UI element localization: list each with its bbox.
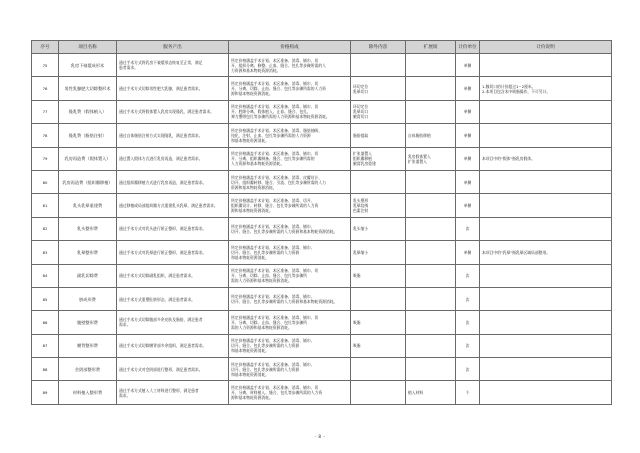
cell-pricing-unit: 次	[456, 287, 480, 310]
cell-service-output-line: 通过手术方式植入人工材料进行整形，满足患者	[119, 387, 199, 393]
cell-item-name: 隆乳费（脂肪注射）	[59, 124, 117, 147]
cell-pricing-note	[480, 287, 612, 310]
cell-service-output	[117, 381, 229, 404]
cell-price-composition-line: 切开、缝合、包扎等步骤所需的人力资源	[231, 343, 300, 349]
cell-exclusions	[351, 358, 406, 381]
cell-number: 80	[32, 170, 59, 193]
cell-number: 85	[32, 287, 59, 310]
cell-pricing-unit: 次	[456, 334, 480, 357]
table-row	[32, 77, 612, 100]
table-row	[32, 100, 612, 123]
cell-pricing-note	[480, 194, 612, 217]
cell-pricing-note	[480, 77, 612, 100]
cell-pricing-note	[480, 54, 612, 77]
cell-pricing-note	[480, 264, 612, 287]
cell-price-composition-line: 组织瓣设计、转移、缝合、包扎等步骤所需的人力资	[231, 203, 319, 209]
cell-pricing-unit: 次	[456, 217, 480, 240]
cell-exclusions	[351, 264, 406, 287]
cell-number: 83	[32, 241, 59, 264]
cell-number: 77	[32, 100, 59, 123]
header-pricing-note: 计价说明	[480, 41, 612, 54]
cell-price-composition-line: 切开、缝合、包扎等步骤所需的人力资源	[231, 366, 300, 372]
cell-price-composition-line: 需的人力资源和基本物耗资源消耗。	[231, 278, 292, 284]
cell-price-composition-line: 所定价格涵盖手术计划、术区准备、消毒、铺巾、切	[231, 314, 319, 320]
cell-price-composition	[229, 124, 351, 147]
cell-pricing-note	[480, 358, 612, 381]
cell-item-name: 乳房再造费（假体置入）	[59, 147, 117, 170]
cell-price-composition	[229, 217, 351, 240]
cell-service-output-line: 通过手术方式切除男性肥大乳腺，满足患者需求。	[119, 86, 203, 92]
cell-extension	[406, 241, 456, 264]
cell-number: 82	[32, 217, 59, 240]
cell-service-output	[117, 311, 229, 334]
header-number: 序号	[32, 41, 59, 54]
cell-pricing-unit: 单侧	[456, 54, 480, 77]
cell-price-composition	[229, 334, 351, 357]
cell-price-composition-line: 资源和基本物耗资源消耗。	[231, 184, 277, 190]
cell-item-name: 脐成形费	[59, 287, 117, 310]
cell-pricing-unit: 个	[456, 381, 480, 404]
cell-extension-line: 扩张器置入	[408, 158, 427, 164]
cell-price-composition-line: 开、腔隙分离、假体植入、止血、缝合、包扎、	[231, 109, 311, 115]
cell-price-composition-line: 所定价格涵盖手术计划、术区准备、消毒、铺巾、	[231, 338, 315, 344]
cell-exclusions-line: 色素注射	[353, 208, 369, 214]
cell-price-composition-line: 源和基本物耗资源消耗。	[231, 91, 273, 97]
cell-exclusions	[351, 381, 406, 404]
cell-price-composition-line: 开、分离、切除、止血、缝合、包扎等步骤所	[231, 319, 307, 325]
cell-pricing-note	[480, 217, 612, 240]
cell-price-composition	[229, 287, 351, 310]
cell-price-composition-line: 所定价格涵盖手术计划、术区准备、消毒、铺巾、	[231, 244, 315, 250]
cell-service-output	[117, 217, 229, 240]
cell-exclusions-line: 乳晕纹绣	[353, 203, 369, 209]
cell-price-composition-line: 所定价格涵盖手术计划、术区准备、消毒、铺巾、切	[231, 268, 319, 274]
cell-price-composition-line: 和基本物耗资源消耗。	[231, 348, 269, 354]
cell-item-name: 腰背整形费	[59, 334, 117, 357]
cell-price-composition	[229, 170, 351, 193]
table-row	[32, 170, 612, 193]
cell-service-output	[117, 77, 229, 100]
cell-service-output	[117, 334, 229, 357]
cell-number: 78	[32, 124, 59, 147]
cell-extension	[406, 334, 456, 357]
table-row	[32, 54, 612, 77]
cell-service-output	[117, 194, 229, 217]
cell-extension	[406, 194, 456, 217]
table-row	[32, 334, 612, 357]
cell-exclusions-line: 吸脂	[353, 319, 361, 325]
cell-exclusions	[351, 217, 406, 240]
cell-item-name: 乳晕整形费	[59, 241, 117, 264]
cell-price-composition-line: 切开、缝合、包扎等步骤所需的人力资源	[231, 249, 300, 255]
cell-service-output	[117, 264, 229, 287]
cell-pricing-note	[480, 334, 612, 357]
cell-item-name: 男性乳腺肥大切除整形术	[59, 77, 117, 100]
cell-pricing-note-line: 本项目中的"假体"指乳房假体。	[482, 156, 535, 162]
cell-price-composition-line: 开、分离、组织瓣制备、缝合、包扎等步骤所需的	[231, 156, 315, 162]
cell-extension	[406, 54, 456, 77]
cell-exclusions-line: 吸脂	[353, 273, 361, 279]
cell-service-output-line: 患者需求。	[119, 65, 138, 71]
cell-exclusions	[351, 54, 406, 77]
cell-price-composition	[229, 194, 351, 217]
table-row	[32, 241, 612, 264]
cell-exclusions	[351, 334, 406, 357]
cell-price-composition-line: 所定价格涵盖手术计划、术区准备、消毒、铺巾、切	[231, 104, 319, 110]
cell-exclusions	[351, 287, 406, 310]
cell-pricing-note	[480, 147, 612, 170]
cell-price-composition-line: 源和基本物耗资源消耗。	[231, 395, 273, 401]
cell-number: 89	[32, 381, 59, 404]
cell-service-output	[117, 100, 229, 123]
cell-number: 84	[32, 264, 59, 287]
table-row	[32, 358, 612, 381]
cell-extension	[406, 264, 456, 287]
cell-extension	[406, 287, 456, 310]
cell-price-composition-line: 切开、组织瓣转移、缝合、引流、包扎等步骤所需的人力	[231, 179, 326, 185]
cell-pricing-note	[480, 311, 612, 334]
cell-price-composition-line: 和基本物耗资源消耗。	[231, 371, 269, 377]
cell-price-composition	[229, 381, 351, 404]
header-item-name: 项目名称	[59, 41, 117, 54]
cell-exclusions-line: 腋窝乳房重建	[353, 161, 376, 167]
cell-exclusions	[351, 170, 406, 193]
cell-exclusions	[351, 124, 406, 147]
cell-price-composition	[229, 147, 351, 170]
cell-price-composition-line: 切开、缝合、包扎等步骤所需的人力资源和基本物耗资源消耗。	[231, 228, 338, 234]
cell-pricing-unit: 次	[456, 264, 480, 287]
cell-number: 81	[32, 194, 59, 217]
cell-exclusions	[351, 194, 406, 217]
cell-service-output-line: 通过手术方式切除腹部多余皮肤及脂肪，满足患者	[119, 317, 203, 323]
header-extension: 扩展项	[406, 41, 456, 54]
cell-pricing-note	[480, 100, 612, 123]
cell-extension	[406, 124, 456, 147]
cell-pricing-unit: 单侧	[456, 241, 480, 264]
cell-exclusions-line: 扩张器置入	[353, 151, 372, 157]
table-row	[32, 124, 612, 147]
cell-item-name: 隆乳费（假体植入）	[59, 100, 117, 123]
cell-exclusions-line: 腋窝切口	[353, 114, 369, 120]
cell-pricing-note-line: 本项目中的"乳晕"指乳晕区域局部整形。	[482, 249, 551, 255]
cell-price-composition-line: 力资源和基本物耗资源消耗。	[231, 67, 281, 73]
cell-service-output-line: 需求。	[119, 392, 131, 398]
cell-price-composition-line: 所定价格涵盖手术计划、术区准备、消毒、皮瓣设计、	[231, 174, 323, 180]
cell-exclusions	[351, 77, 406, 100]
cell-pricing-unit: 单侧	[456, 100, 480, 123]
cell-pricing-unit: 次	[456, 358, 480, 381]
cell-number: 76	[32, 77, 59, 100]
cell-price-composition-line: 人力资源和基本物耗资源消耗。	[231, 161, 285, 167]
cell-item-name: 乳房下皱襞成形术	[59, 54, 117, 77]
page-number: - 8 -	[314, 434, 326, 439]
table-row	[32, 264, 612, 287]
cell-number: 88	[32, 358, 59, 381]
cell-item-name: 副乳切除费	[59, 264, 117, 287]
cell-service-output-line: 通过手术方式切除副乳组织，满足患者需求。	[119, 273, 195, 279]
cell-price-composition-line: 所定价格涵盖手术计划、术区准备、消毒、铺巾、	[231, 294, 315, 300]
cell-exclusions-line: 环切定位	[353, 83, 369, 89]
cell-extension	[406, 358, 456, 381]
cell-price-composition-line: 切开、缝合、包扎等步骤所需的人力资源和基本物耗资源消耗。	[231, 299, 338, 305]
cell-exclusions-line: 环切定位	[353, 104, 369, 110]
cell-service-output	[117, 170, 229, 193]
table-row	[32, 381, 612, 404]
cell-price-composition-line: 所定价格涵盖手术计划、术区准备、消毒、切开、	[231, 198, 315, 204]
cell-pricing-unit: 单侧	[456, 194, 480, 217]
table-row	[32, 217, 612, 240]
cell-price-composition-line: 开、分离、切除、止血、缝合、包扎等步骤所	[231, 273, 307, 279]
cell-price-composition-line: 所定价格涵盖手术计划、术区准备、消毒、脂肪抽吸、	[231, 127, 323, 133]
cell-extension	[406, 170, 456, 193]
cell-number: 75	[32, 54, 59, 77]
cell-service-output	[117, 241, 229, 264]
cell-price-composition-line: 需的人力资源和基本物耗资源消耗。	[231, 324, 292, 330]
cell-exclusions	[351, 100, 406, 123]
cell-item-name: 乳房再造费（组织瓣移植）	[59, 170, 117, 193]
cell-service-output-line: 通过自体脂肪注射方式实现隆乳，满足患者需求。	[119, 132, 203, 138]
cell-exclusions	[351, 147, 406, 170]
cell-price-composition-line: 所定价格涵盖手术计划、术区准备、消毒、铺巾、	[231, 361, 315, 367]
cell-exclusions	[351, 311, 406, 334]
cell-price-composition	[229, 241, 351, 264]
header-service-output: 服务产出	[117, 41, 229, 54]
cell-extension	[406, 311, 456, 334]
cell-item-name: 材料植入整形费	[59, 381, 117, 404]
cell-price-composition-line: 所定价格涵盖手术计划、术区准备、消毒、铺巾、切	[231, 151, 319, 157]
cell-price-composition-line: 和基本物耗资源消耗。	[231, 137, 269, 143]
cell-service-output	[117, 358, 229, 381]
cell-price-composition-line: 所定价格涵盖手术计划、术区准备、消毒、铺巾、切	[231, 385, 319, 391]
cell-pricing-note	[480, 381, 612, 404]
cell-pricing-unit: 次	[456, 311, 480, 334]
cell-extension-line: 植入材料	[408, 390, 424, 396]
cell-extension-line: 乳房假体置入	[408, 153, 431, 159]
cell-exclusions-line: 组织瓣移植	[353, 156, 372, 162]
table-body	[32, 54, 612, 405]
cell-price-composition	[229, 311, 351, 334]
cell-service-output-line: 通过手术方式将假体置入乳房实现隆乳，满足患者需求。	[119, 109, 214, 115]
cell-price-composition-line: 弹力绷带包扎等步骤所需的人力资源和基本物耗资源消耗。	[231, 114, 330, 120]
cell-pricing-note	[480, 241, 612, 264]
cell-item-name: 腹壁整形费	[59, 311, 117, 334]
cell-service-output-line: 通过手术方式对乳头进行矫正整形，满足患者需求。	[119, 226, 207, 232]
header-pricing-unit: 计价单位	[456, 41, 480, 54]
cell-exclusions-line: 脂肪提取	[353, 132, 369, 138]
cell-price-composition	[229, 77, 351, 100]
cell-service-output-line: 通过手术方式切除腰背部多余组织，满足患者需求。	[119, 343, 207, 349]
cell-service-output	[117, 124, 229, 147]
cell-service-output-line: 通过置入假体方式进行乳房再造，满足患者需求。	[119, 156, 203, 162]
cell-pricing-note	[480, 124, 612, 147]
cell-extension-line: 自体脂肪移植	[408, 132, 431, 138]
cell-price-composition-line: 开、组织分离、修整、止血、缝合、包扎等步骤所需的人	[231, 62, 326, 68]
cell-service-output	[117, 54, 229, 77]
cell-item-name: 乳头整形费	[59, 217, 117, 240]
cell-price-composition-line: 源和基本物耗资源消耗。	[231, 208, 273, 214]
cell-item-name: 会阴部整形费	[59, 358, 117, 381]
cell-exclusions	[351, 241, 406, 264]
cell-number: 79	[32, 147, 59, 170]
cell-exclusions-line: 乳晕切口	[353, 109, 369, 115]
cell-price-composition	[229, 54, 351, 77]
table-row	[32, 147, 612, 170]
cell-extension	[406, 147, 456, 170]
header-exclusions: 除外内容	[351, 41, 406, 54]
cell-price-composition-line: 所定价格涵盖手术计划、术区准备、消毒、铺巾、切	[231, 81, 319, 87]
cell-price-composition-line: 所定价格涵盖手术计划、术区准备、消毒、铺巾、切	[231, 57, 319, 63]
table-row	[32, 287, 612, 310]
cell-price-composition	[229, 100, 351, 123]
cell-price-composition-line: 所定价格涵盖手术计划、术区准备、消毒、铺巾、	[231, 223, 315, 229]
cell-extension	[406, 217, 456, 240]
table-row	[32, 194, 612, 217]
cell-price-composition	[229, 264, 351, 287]
cell-pricing-unit: 单侧	[456, 147, 480, 170]
cell-price-composition-line: 开、分离、切除、止血、缝合、包扎等步骤所需的人力资	[231, 86, 326, 92]
cell-price-composition-line: 开、分离、材料植入、缝合、包扎等步骤所需的人力资	[231, 390, 323, 396]
cell-service-output-line: 通过手术方式重塑肚脐形态，满足患者需求。	[119, 296, 195, 302]
cell-pricing-note	[480, 170, 612, 193]
cell-pricing-unit: 单侧	[456, 77, 480, 100]
fee-table	[31, 40, 612, 405]
cell-service-output-line: 需求。	[119, 322, 131, 328]
cell-service-output	[117, 287, 229, 310]
cell-exclusions-line: 乳晕切口	[353, 88, 369, 94]
cell-exclusions-line: 吸脂	[353, 343, 361, 349]
table-header-row	[32, 41, 612, 54]
cell-price-composition-line: 纯化、注射、止血、包扎等步骤所需的人力资源	[231, 132, 311, 138]
cell-item-name: 乳头乳晕重建费	[59, 194, 117, 217]
cell-exclusions-line: 乳头缩小	[353, 226, 369, 232]
cell-service-output	[117, 147, 229, 170]
cell-service-output-line: 通过手术方式将乳房下皱襞形态恢复至正常，满足	[119, 60, 203, 66]
cell-service-output-line: 通过手术方式对乳晕进行矫正整形，满足患者需求。	[119, 249, 207, 255]
cell-exclusions-line: 乳头塑形	[353, 198, 369, 204]
cell-number: 86	[32, 311, 59, 334]
cell-price-composition	[229, 358, 351, 381]
header-price-composition: 价格构成	[229, 41, 351, 54]
cell-extension	[406, 77, 456, 100]
cell-pricing-unit: 单侧	[456, 124, 480, 147]
cell-number: 87	[32, 334, 59, 357]
cell-service-output-line: 通过组织瓣移植方式进行乳房再造，满足患者需求。	[119, 179, 207, 185]
table-row	[32, 311, 612, 334]
cell-pricing-note-line: 1.腺切口的计价超过1~2厘米。	[482, 83, 536, 89]
cell-pricing-note-line: 2.本项目包含术中吸脂操作，不可另计。	[482, 88, 551, 94]
cell-extension	[406, 381, 456, 404]
cell-price-composition-line: 和基本物耗资源消耗。	[231, 254, 269, 260]
cell-extension	[406, 100, 456, 123]
cell-service-output-line: 通过移植或局部组织瓣方式重建乳头乳晕，满足患者需求。	[119, 203, 218, 209]
cell-exclusions-line: 乳晕缩小	[353, 249, 369, 255]
cell-pricing-unit: 单侧	[456, 170, 480, 193]
cell-service-output-line: 通过手术方式对会阴部进行整形，满足患者需求。	[119, 366, 203, 372]
